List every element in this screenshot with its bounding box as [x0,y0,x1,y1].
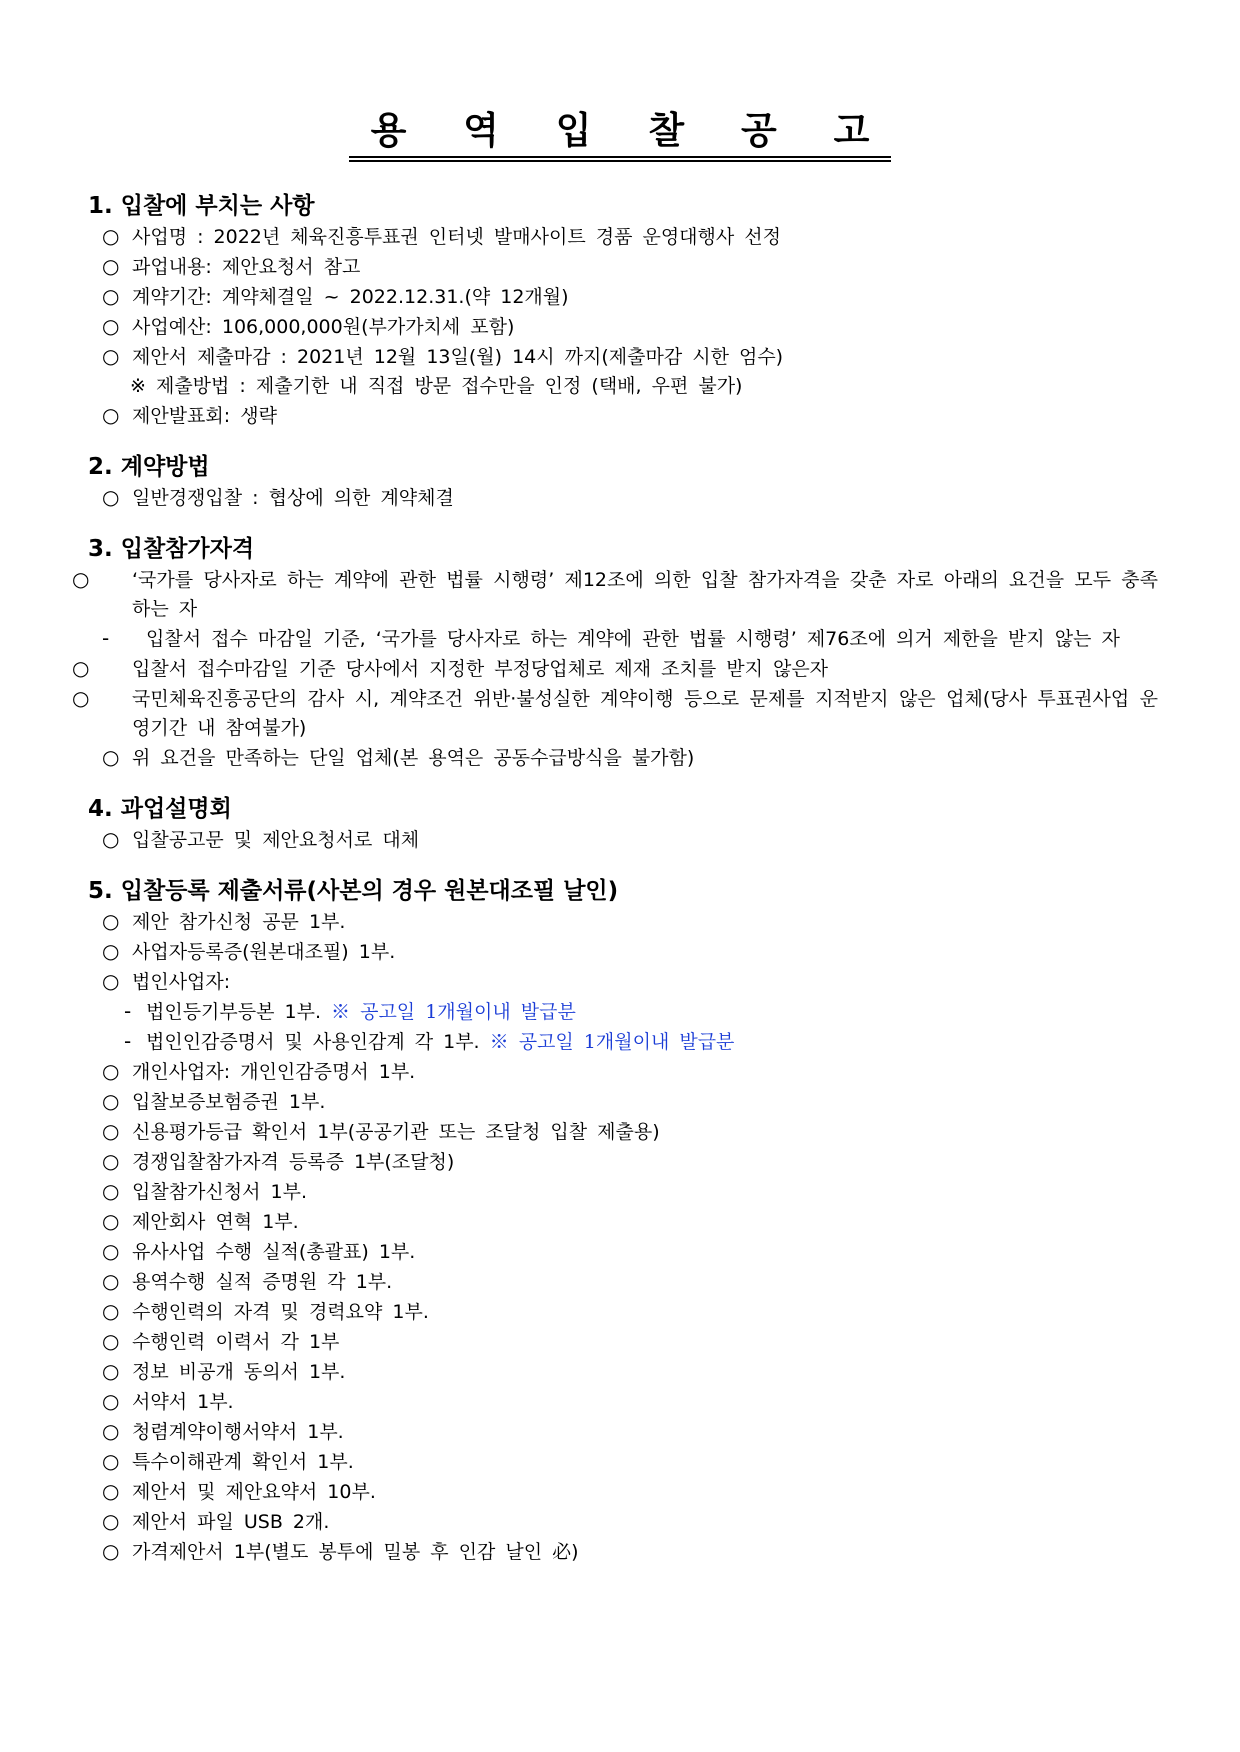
circle-bullet-icon: ○ [102,344,120,368]
circle-bullet-icon: ○ [102,827,120,851]
list-item-text: 개인사업자: 개인인감증명서 1부. [132,1061,416,1083]
list-item [88,1237,1158,1267]
list-item-text: 제안서 파일 USB 2개. [132,1511,330,1533]
list-item-text: 유사사업 수행 실적(총괄표) 1부. [132,1241,416,1263]
list-item-text: 사업명 : 2022년 체육진흥투표권 인터넷 발매사이트 경품 운영대행사 선정 [132,226,781,248]
circle-bullet-icon: ○ [102,1179,120,1203]
list-item [88,1417,1158,1447]
section-heading: 1. 입찰에 부치는 사항 [88,193,315,219]
circle-bullet-icon: ○ [102,1239,120,1263]
circle-bullet-icon: ○ [102,1089,120,1113]
circle-bullet-icon: ○ [102,1449,120,1473]
circle-bullet-icon: ○ [102,745,120,769]
list-item-text: 입찰공고문 및 제안요청서로 대체 [132,829,420,851]
list-item-text: 청렴계약이행서약서 1부. [132,1421,344,1443]
list-item [72,654,1158,684]
list-item-text: 정보 비공개 동의서 1부. [132,1361,346,1383]
sub-list-item [88,624,1158,654]
list-item-text: 입찰보증보험증권 1부. [132,1091,326,1113]
circle-bullet-icon: ○ [102,1209,120,1233]
circle-bullet-icon: ○ [102,1359,120,1383]
circle-bullet-icon: ○ [102,254,120,278]
list-item [88,1387,1158,1417]
sub-list-item-text: 입찰서 접수 마감일 기준, ‘국가를 당사자로 하는 계약에 관한 법률 시행령’ 제76조에 의거 제한을 받지 않는 자 [146,628,1120,650]
list-item [88,825,1158,855]
document-body [72,190,1158,1587]
circle-bullet-icon: ○ [102,485,120,509]
list-item-text: 법인사업자: [132,971,231,993]
list-item [88,312,1158,342]
section-2 [88,451,1158,513]
section-3 [72,533,1158,773]
list-item-text: 경쟁입찰참가자격 등록증 1부(조달청) [132,1151,455,1173]
circle-bullet-icon: ○ [102,1269,120,1293]
list-item [88,907,1158,937]
circle-bullet-icon: ○ [102,403,120,427]
list-item [88,1087,1158,1117]
list-item [88,1297,1158,1327]
document-title: 용 역 입 찰 공 고 [349,108,892,162]
list-item [88,401,1158,431]
circle-bullet-icon: ○ [72,656,90,680]
list-item-text: 사업자등록증(원본대조필) 1부. [132,941,396,963]
section-5 [88,875,1158,1567]
list-item-text: 입찰참가신청서 1부. [132,1181,307,1203]
list-item-text: 국민체육진흥공단의 감사 시, 계약조건 위반·불성실한 계약이행 등으로 문제를 지적받지 않은 업체(당사 투표권사업 운영기간 내 참여불가) [132,688,1158,739]
list-item-text: 수행인력 이력서 각 1부 [132,1331,340,1353]
list-item-text: 제안회사 연혁 1부. [132,1211,299,1233]
circle-bullet-icon: ○ [102,224,120,248]
title-wrapper [0,108,1240,162]
list-item [88,1207,1158,1237]
circle-bullet-icon: ○ [102,1389,120,1413]
list-item [88,1117,1158,1147]
list-item-text: 제안발표회: 생략 [132,405,277,427]
circle-bullet-icon: ○ [102,909,120,933]
list-item [88,1147,1158,1177]
list-item-text: 제안서 제출마감 : 2021년 12월 13일(월) 14시 까지(제출마감 시한 엄수) [132,346,784,368]
list-item [88,282,1158,312]
circle-bullet-icon: ○ [102,1119,120,1143]
list-item [88,1267,1158,1297]
list-item-text: 계약기간: 계약체결일 ~ 2022.12.31.(약 12개월) [132,286,569,308]
note-text: ※ 제출방법 : 제출기한 내 직접 방문 접수만을 인정 (택배, 우편 불가) [130,375,743,397]
list-item-text: 사업예산: 106,000,000원(부가가치세 포함) [132,316,515,338]
section-1 [88,190,1158,431]
issue-date-note: ※ 공고일 1개월이내 발급분 [331,1001,576,1023]
dash-bullet-icon: - [124,999,132,1023]
section-heading: 2. 계약방법 [88,454,210,480]
list-item-text: 신용평가등급 확인서 1부(공공기관 또는 조달청 입찰 제출용) [132,1121,660,1143]
section-4 [88,793,1158,855]
list-item-text: ‘국가를 당사자로 하는 계약에 관한 법률 시행령’ 제12조에 의한 입찰 참가자격을 갖춘 자로 아래의 요건을 모두 충족하는 자 [132,569,1158,620]
sub-list-item-text: 법인등기부등본 1부. [146,1001,321,1023]
circle-bullet-icon: ○ [102,284,120,308]
circle-bullet-icon: ○ [102,969,120,993]
list-item [88,937,1158,967]
list-item-text: 입찰서 접수마감일 기준 당사에서 지정한 부정당업체로 제재 조치를 받지 않은자 [132,658,829,680]
circle-bullet-icon: ○ [102,939,120,963]
circle-bullet-icon: ○ [102,1059,120,1083]
list-item [88,1507,1158,1537]
dash-bullet-icon: - [124,1029,132,1053]
circle-bullet-icon: ○ [102,314,120,338]
dash-bullet-icon: - [102,626,110,650]
sub-list-item [88,997,1158,1027]
list-item-text: 서약서 1부. [132,1391,234,1413]
circle-bullet-icon: ○ [102,1299,120,1323]
list-item [88,1327,1158,1357]
sub-list-item-text: 법인인감증명서 및 사용인감계 각 1부. [146,1031,480,1053]
section-heading: 5. 입찰등록 제출서류(사본의 경우 원본대조필 날인) [88,878,619,904]
circle-bullet-icon: ○ [72,686,90,710]
issue-date-note: ※ 공고일 1개월이내 발급분 [489,1031,735,1053]
list-item-text: 제안 참가신청 공문 1부. [132,911,346,933]
list-item [88,1447,1158,1477]
section-heading: 4. 과업설명회 [88,796,232,822]
list-item [88,1477,1158,1507]
list-item-text: 일반경쟁입찰 : 협상에 의한 계약체결 [132,487,454,509]
list-item [88,1537,1158,1567]
list-item-text: 용역수행 실적 증명원 각 1부. [132,1271,393,1293]
sub-list-item [88,1027,1158,1057]
list-item-text: 제안서 및 제안요약서 10부. [132,1481,376,1503]
list-item [72,684,1158,743]
list-item-text: 가격제안서 1부(별도 봉투에 밀봉 후 인감 날인 必) [132,1541,579,1563]
section-heading: 3. 입찰참가자격 [88,536,255,562]
circle-bullet-icon: ○ [102,1419,120,1443]
circle-bullet-icon: ○ [102,1509,120,1533]
list-item [88,483,1158,513]
list-item [88,342,1158,372]
list-item [88,1357,1158,1387]
list-item-text: 수행인력의 자격 및 경력요약 1부. [132,1301,429,1323]
circle-bullet-icon: ○ [72,567,90,591]
list-item [88,743,1158,773]
list-item-text: 특수이해관계 확인서 1부. [132,1451,354,1473]
list-item-text: 과업내용: 제안요청서 참고 [132,256,361,278]
circle-bullet-icon: ○ [102,1539,120,1563]
list-item [88,222,1158,252]
list-item [88,1057,1158,1087]
circle-bullet-icon: ○ [102,1149,120,1173]
list-item [88,1177,1158,1207]
list-item [88,252,1158,282]
list-item [72,565,1158,624]
circle-bullet-icon: ○ [102,1479,120,1503]
list-item [88,967,1158,997]
circle-bullet-icon: ○ [102,1329,120,1353]
list-item-text: 위 요건을 만족하는 단일 업체(본 용역은 공동수급방식을 불가함) [132,747,695,769]
